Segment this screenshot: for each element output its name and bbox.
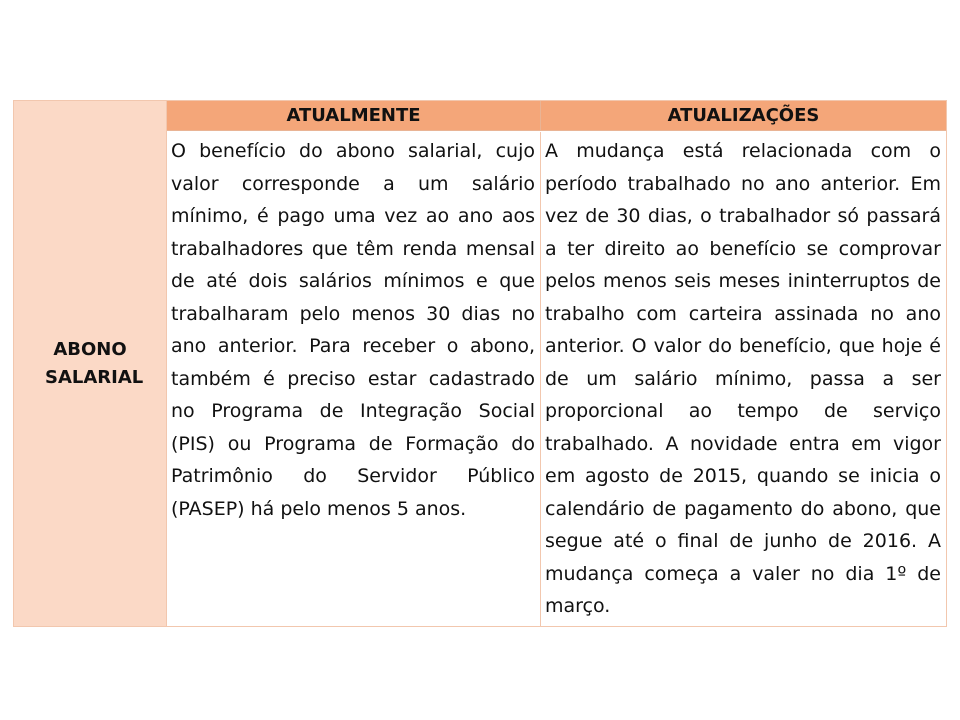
cell-atualizacoes: A mudança está relacionada com o período trabalhado no ano anterior. Em vez de 30 dias, o trabalhador só passará a ter direito ao benefício se comprovar pelos menos seis meses ininterruptos de trabalho com carteira assinada no ano anterior. O valor do benefício, que hoje é de um salário mínimo, passa a ser proporcional ao tempo de serviço trabalhado. A novidade entra em vigor em agosto de 2015, quando se inicia o calendário de pagamento do abono, que segue até o final de junho de 2016. A mudança começa a valer no dia 1º de março. [545,140,941,617]
header-atualmente-text: ATUALMENTE [286,105,421,126]
row-label-text: ABONO SALARIAL [45,338,144,388]
row-label-abono-salarial [14,101,167,626]
header-atualizacoes [541,101,946,131]
cell-atualmente: O benefício do abono salarial, cujo valor corresponde a um salário mínimo, é pago uma vez ao ano aos trabalhadores que têm renda mensal de até dois salários mínimos e que trabalharam pelo menos 30 dias no ano anterior. Para receber o abono, também é preciso estar cadastrado no Programa de Integração Social (PIS) ou Programa de Formação do Patrimônio do Servidor Público (PASEP) há pelo menos 5 anos. [167,132,541,626]
header-atualizacoes-text: ATUALIZAÇÕES [667,105,820,126]
comparison-table [13,100,947,627]
header-atualmente [167,101,541,131]
